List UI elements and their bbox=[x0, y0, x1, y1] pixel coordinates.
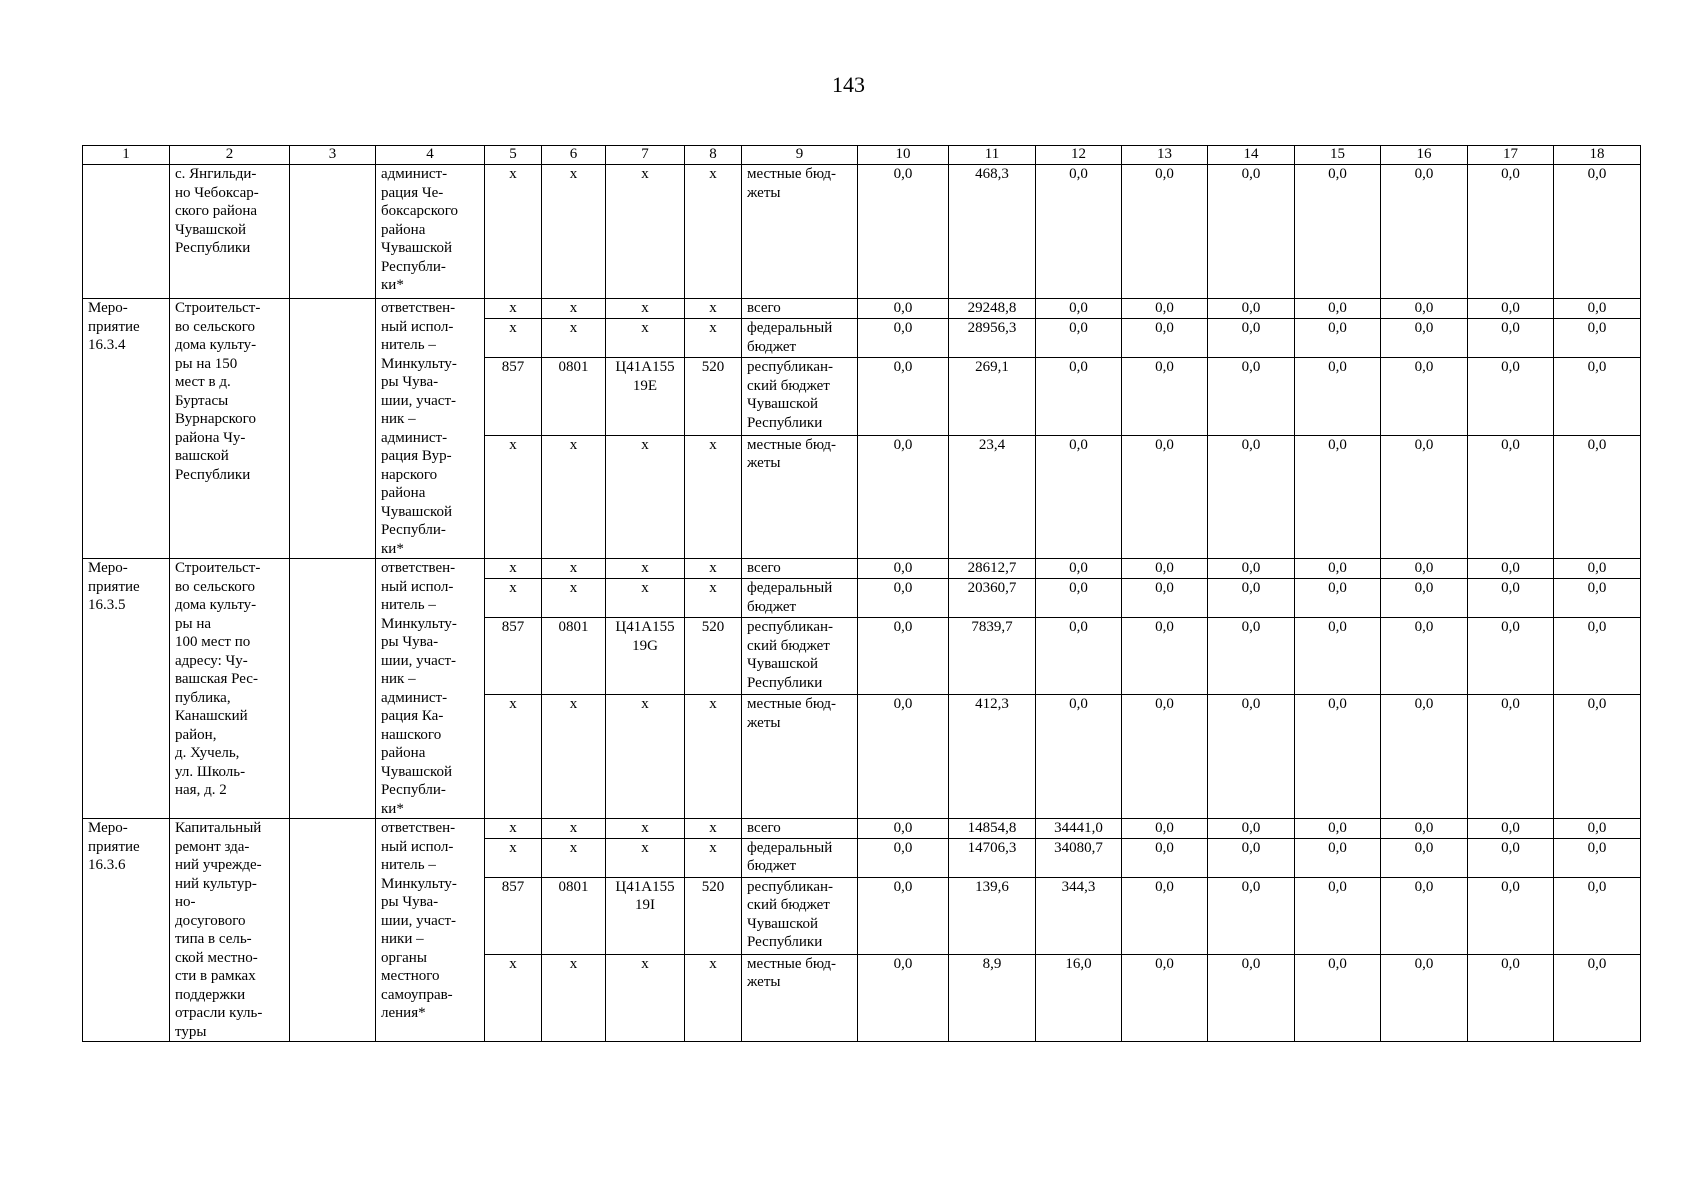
value-cell: 0,0 bbox=[1208, 165, 1295, 299]
value-cell: 0,0 bbox=[1468, 358, 1554, 436]
code-cell: Ц41А155 19Е bbox=[606, 358, 685, 436]
col3-cell bbox=[290, 299, 376, 559]
value-cell: 0,0 bbox=[858, 319, 949, 358]
value-cell: 0,0 bbox=[1295, 877, 1381, 954]
code-cell: 0801 bbox=[542, 618, 606, 695]
header-cell: 9 bbox=[742, 146, 858, 165]
code-cell: х bbox=[606, 819, 685, 839]
value-cell: 0,0 bbox=[858, 838, 949, 877]
value-cell: 0,0 bbox=[1208, 819, 1295, 839]
source-cell: республикан- ский бюджет Чувашской Республики bbox=[742, 358, 858, 436]
value-cell: 0,0 bbox=[1554, 579, 1641, 618]
value-cell: 269,1 bbox=[949, 358, 1036, 436]
source-cell: федеральный бюджет bbox=[742, 579, 858, 618]
value-cell: 0,0 bbox=[1295, 954, 1381, 1041]
code-cell: Ц41А155 19I bbox=[606, 877, 685, 954]
value-cell: 0,0 bbox=[1554, 819, 1641, 839]
value-cell: 0,0 bbox=[1554, 165, 1641, 299]
value-cell: 0,0 bbox=[1468, 319, 1554, 358]
value-cell: 0,0 bbox=[1381, 618, 1468, 695]
code-cell: х bbox=[485, 435, 542, 558]
value-cell: 0,0 bbox=[1468, 954, 1554, 1041]
source-cell: республикан- ский бюджет Чувашской Республики bbox=[742, 618, 858, 695]
value-cell: 0,0 bbox=[1468, 695, 1554, 819]
code-cell: х bbox=[606, 695, 685, 819]
participant-cell: админист- рация Че- боксарского района Чувашской Республи- ки* bbox=[376, 165, 485, 299]
value-cell: 0,0 bbox=[858, 165, 949, 299]
header-cell: 4 bbox=[376, 146, 485, 165]
value-cell: 0,0 bbox=[1468, 435, 1554, 558]
object-name-cell: с. Янгильди- но Чебоксар- ского района Чувашской Республики bbox=[170, 165, 290, 299]
code-cell: 857 bbox=[485, 618, 542, 695]
col3-cell bbox=[290, 165, 376, 299]
value-cell: 34080,7 bbox=[1036, 838, 1122, 877]
value-cell: 0,0 bbox=[1036, 165, 1122, 299]
budget-table bbox=[82, 145, 1641, 1042]
activity-code-cell: Меро- приятие 16.3.6 bbox=[83, 819, 170, 1042]
value-cell: 0,0 bbox=[1208, 358, 1295, 436]
value-cell: 0,0 bbox=[1468, 819, 1554, 839]
source-cell: местные бюд- жеты bbox=[742, 435, 858, 558]
header-cell: 18 bbox=[1554, 146, 1641, 165]
code-cell: 520 bbox=[685, 618, 742, 695]
code-cell: 857 bbox=[485, 877, 542, 954]
value-cell: 0,0 bbox=[1208, 695, 1295, 819]
header-cell: 3 bbox=[290, 146, 376, 165]
value-cell: 412,3 bbox=[949, 695, 1036, 819]
value-cell: 0,0 bbox=[1036, 579, 1122, 618]
value-cell: 0,0 bbox=[1554, 358, 1641, 436]
object-name-cell: Строительст- во сельского дома культу- ры на 100 мест по адресу: Чу- вашская Рес- публика, Канашский район, д. Хучель, ул. Школь- ная, д. 2 bbox=[170, 559, 290, 819]
code-cell: х bbox=[606, 299, 685, 319]
value-cell: 0,0 bbox=[1295, 695, 1381, 819]
code-cell: х bbox=[542, 559, 606, 579]
header-cell: 6 bbox=[542, 146, 606, 165]
code-cell: х bbox=[685, 819, 742, 839]
header-row bbox=[83, 146, 1641, 165]
code-cell: х bbox=[685, 435, 742, 558]
value-cell: 28956,3 bbox=[949, 319, 1036, 358]
value-cell: 0,0 bbox=[858, 695, 949, 819]
header-cell: 1 bbox=[83, 146, 170, 165]
value-cell: 0,0 bbox=[1381, 877, 1468, 954]
value-cell: 0,0 bbox=[1468, 165, 1554, 299]
code-cell: х bbox=[542, 299, 606, 319]
value-cell: 0,0 bbox=[858, 579, 949, 618]
value-cell: 0,0 bbox=[1554, 319, 1641, 358]
header-cell: 2 bbox=[170, 146, 290, 165]
value-cell: 0,0 bbox=[1122, 165, 1208, 299]
code-cell: х bbox=[685, 954, 742, 1041]
value-cell: 7839,7 bbox=[949, 618, 1036, 695]
value-cell: 0,0 bbox=[1381, 299, 1468, 319]
value-cell: 0,0 bbox=[1381, 695, 1468, 819]
value-cell: 0,0 bbox=[1554, 559, 1641, 579]
value-cell: 0,0 bbox=[1295, 819, 1381, 839]
value-cell: 0,0 bbox=[1468, 877, 1554, 954]
code-cell: х bbox=[685, 838, 742, 877]
value-cell: 0,0 bbox=[1036, 695, 1122, 819]
value-cell: 0,0 bbox=[1295, 165, 1381, 299]
value-cell: 0,0 bbox=[1381, 165, 1468, 299]
value-cell: 0,0 bbox=[1295, 838, 1381, 877]
participant-cell: ответствен- ный испол- нитель – Минкульту- ры Чува- шии, участ- ник – админист- рация Вур- нарского района Чувашской Республи- ки* bbox=[376, 299, 485, 559]
object-name-cell: Строительст- во сельского дома культу- ры на 150 мест в д. Буртасы Вурнарского района Чу- вашской Республики bbox=[170, 299, 290, 559]
code-cell: х bbox=[606, 838, 685, 877]
value-cell: 0,0 bbox=[858, 877, 949, 954]
value-cell: 0,0 bbox=[858, 954, 949, 1041]
value-cell: 0,0 bbox=[1208, 559, 1295, 579]
value-cell: 20360,7 bbox=[949, 579, 1036, 618]
code-cell: х bbox=[485, 299, 542, 319]
value-cell: 14854,8 bbox=[949, 819, 1036, 839]
value-cell: 0,0 bbox=[1381, 358, 1468, 436]
code-cell: х bbox=[606, 579, 685, 618]
value-cell: 139,6 bbox=[949, 877, 1036, 954]
table-row bbox=[83, 819, 1641, 839]
value-cell: 0,0 bbox=[1468, 559, 1554, 579]
col3-cell bbox=[290, 819, 376, 1042]
value-cell: 0,0 bbox=[1381, 559, 1468, 579]
value-cell: 0,0 bbox=[1122, 618, 1208, 695]
value-cell: 0,0 bbox=[858, 358, 949, 436]
code-cell: х bbox=[606, 319, 685, 358]
value-cell: 468,3 bbox=[949, 165, 1036, 299]
header-cell: 11 bbox=[949, 146, 1036, 165]
value-cell: 0,0 bbox=[1381, 819, 1468, 839]
value-cell: 0,0 bbox=[1036, 358, 1122, 436]
value-cell: 0,0 bbox=[1122, 299, 1208, 319]
value-cell: 0,0 bbox=[1122, 838, 1208, 877]
source-cell: всего bbox=[742, 819, 858, 839]
source-cell: республикан- ский бюджет Чувашской Республики bbox=[742, 877, 858, 954]
value-cell: 0,0 bbox=[1468, 618, 1554, 695]
value-cell: 0,0 bbox=[1554, 299, 1641, 319]
source-cell: федеральный бюджет bbox=[742, 319, 858, 358]
value-cell: 28612,7 bbox=[949, 559, 1036, 579]
code-cell: 520 bbox=[685, 877, 742, 954]
value-cell: 0,0 bbox=[1122, 319, 1208, 358]
value-cell: 0,0 bbox=[1036, 299, 1122, 319]
value-cell: 0,0 bbox=[1295, 618, 1381, 695]
value-cell: 0,0 bbox=[1554, 695, 1641, 819]
value-cell: 0,0 bbox=[858, 559, 949, 579]
code-cell: х bbox=[542, 435, 606, 558]
code-cell: х bbox=[685, 579, 742, 618]
code-cell: х bbox=[685, 695, 742, 819]
code-cell: х bbox=[485, 559, 542, 579]
source-cell: местные бюд- жеты bbox=[742, 954, 858, 1041]
code-cell: х bbox=[685, 165, 742, 299]
value-cell: 0,0 bbox=[1468, 838, 1554, 877]
code-cell: х bbox=[542, 819, 606, 839]
code-cell: х bbox=[485, 695, 542, 819]
value-cell: 0,0 bbox=[1036, 618, 1122, 695]
value-cell: 0,0 bbox=[858, 299, 949, 319]
code-cell: х bbox=[542, 579, 606, 618]
value-cell: 0,0 bbox=[1381, 579, 1468, 618]
activity-code-cell: Меро- приятие 16.3.4 bbox=[83, 299, 170, 559]
value-cell: 0,0 bbox=[1122, 877, 1208, 954]
value-cell: 0,0 bbox=[1468, 299, 1554, 319]
value-cell: 0,0 bbox=[1554, 618, 1641, 695]
value-cell: 0,0 bbox=[1208, 579, 1295, 618]
header-cell: 12 bbox=[1036, 146, 1122, 165]
activity-code-cell: Меро- приятие 16.3.5 bbox=[83, 559, 170, 819]
header-cell: 5 bbox=[485, 146, 542, 165]
value-cell: 0,0 bbox=[858, 819, 949, 839]
value-cell: 0,0 bbox=[1122, 559, 1208, 579]
value-cell: 0,0 bbox=[858, 618, 949, 695]
table-row bbox=[83, 299, 1641, 319]
value-cell: 0,0 bbox=[1122, 435, 1208, 558]
value-cell: 0,0 bbox=[1295, 358, 1381, 436]
value-cell: 0,0 bbox=[1381, 954, 1468, 1041]
value-cell: 0,0 bbox=[1554, 435, 1641, 558]
value-cell: 0,0 bbox=[858, 435, 949, 558]
header-cell: 10 bbox=[858, 146, 949, 165]
value-cell: 0,0 bbox=[1295, 579, 1381, 618]
code-cell: 0801 bbox=[542, 358, 606, 436]
value-cell: 0,0 bbox=[1208, 435, 1295, 558]
value-cell: 23,4 bbox=[949, 435, 1036, 558]
header-cell: 8 bbox=[685, 146, 742, 165]
value-cell: 14706,3 bbox=[949, 838, 1036, 877]
header-cell: 16 bbox=[1381, 146, 1468, 165]
value-cell: 0,0 bbox=[1295, 435, 1381, 558]
code-cell: х bbox=[606, 165, 685, 299]
value-cell: 0,0 bbox=[1468, 579, 1554, 618]
value-cell: 29248,8 bbox=[949, 299, 1036, 319]
code-cell: х bbox=[542, 319, 606, 358]
code-cell: х bbox=[685, 559, 742, 579]
table-row bbox=[83, 559, 1641, 579]
value-cell: 0,0 bbox=[1208, 299, 1295, 319]
value-cell: 0,0 bbox=[1295, 319, 1381, 358]
code-cell: х bbox=[485, 319, 542, 358]
header-cell: 14 bbox=[1208, 146, 1295, 165]
value-cell: 0,0 bbox=[1036, 435, 1122, 558]
code-cell: 857 bbox=[485, 358, 542, 436]
first-block-row bbox=[83, 165, 1641, 299]
participant-cell: ответствен- ный испол- нитель – Минкульту- ры Чува- шии, участ- ники – органы местного самоуправ- ления* bbox=[376, 819, 485, 1042]
value-cell: 0,0 bbox=[1381, 319, 1468, 358]
value-cell: 0,0 bbox=[1554, 877, 1641, 954]
code-cell: х bbox=[542, 838, 606, 877]
code-cell: х bbox=[485, 819, 542, 839]
source-cell: всего bbox=[742, 299, 858, 319]
code-cell: х bbox=[685, 299, 742, 319]
code-cell: х bbox=[685, 319, 742, 358]
value-cell: 0,0 bbox=[1036, 559, 1122, 579]
value-cell: 0,0 bbox=[1381, 435, 1468, 558]
value-cell: 16,0 bbox=[1036, 954, 1122, 1041]
value-cell: 0,0 bbox=[1122, 358, 1208, 436]
code-cell: х bbox=[606, 435, 685, 558]
code-cell: х bbox=[485, 165, 542, 299]
col1-cell bbox=[83, 165, 170, 299]
value-cell: 0,0 bbox=[1554, 838, 1641, 877]
col3-cell bbox=[290, 559, 376, 819]
code-cell: х bbox=[485, 954, 542, 1041]
code-cell: х bbox=[606, 559, 685, 579]
code-cell: х bbox=[542, 695, 606, 819]
code-cell: х bbox=[485, 579, 542, 618]
value-cell: 0,0 bbox=[1122, 819, 1208, 839]
value-cell: 0,0 bbox=[1122, 695, 1208, 819]
header-cell: 15 bbox=[1295, 146, 1381, 165]
code-cell: 520 bbox=[685, 358, 742, 436]
value-cell: 0,0 bbox=[1381, 838, 1468, 877]
page-number: 143 bbox=[832, 72, 865, 97]
code-cell: х bbox=[485, 838, 542, 877]
value-cell: 0,0 bbox=[1295, 299, 1381, 319]
value-cell: 0,0 bbox=[1036, 319, 1122, 358]
value-cell: 0,0 bbox=[1208, 877, 1295, 954]
value-cell: 0,0 bbox=[1122, 579, 1208, 618]
value-cell: 0,0 bbox=[1295, 559, 1381, 579]
source-cell: федеральный бюджет bbox=[742, 838, 858, 877]
participant-cell: ответствен- ный испол- нитель – Минкульту- ры Чува- шии, участ- ник – админист- рация Ка- нашского района Чувашской Республи- ки* bbox=[376, 559, 485, 819]
source-cell: местные бюд- жеты bbox=[742, 695, 858, 819]
value-cell: 0,0 bbox=[1208, 954, 1295, 1041]
code-cell: х bbox=[606, 954, 685, 1041]
header-cell: 7 bbox=[606, 146, 685, 165]
source-cell: всего bbox=[742, 559, 858, 579]
code-cell: х bbox=[542, 954, 606, 1041]
code-cell: 0801 bbox=[542, 877, 606, 954]
value-cell: 0,0 bbox=[1554, 954, 1641, 1041]
value-cell: 0,0 bbox=[1208, 319, 1295, 358]
value-cell: 0,0 bbox=[1208, 618, 1295, 695]
header-cell: 13 bbox=[1122, 146, 1208, 165]
value-cell: 8,9 bbox=[949, 954, 1036, 1041]
value-cell: 34441,0 bbox=[1036, 819, 1122, 839]
table-body bbox=[83, 165, 1641, 1042]
header-cell: 17 bbox=[1468, 146, 1554, 165]
object-name-cell: Капитальный ремонт зда- ний учрежде- ний культур- но- досугового типа в сель- ской местно- сти в рамках поддержки отрасли куль- туры bbox=[170, 819, 290, 1042]
value-cell: 0,0 bbox=[1208, 838, 1295, 877]
code-cell: Ц41А155 19G bbox=[606, 618, 685, 695]
code-cell: х bbox=[542, 165, 606, 299]
value-cell: 0,0 bbox=[1122, 954, 1208, 1041]
source-cell: местные бюд- жеты bbox=[742, 165, 858, 299]
value-cell: 344,3 bbox=[1036, 877, 1122, 954]
